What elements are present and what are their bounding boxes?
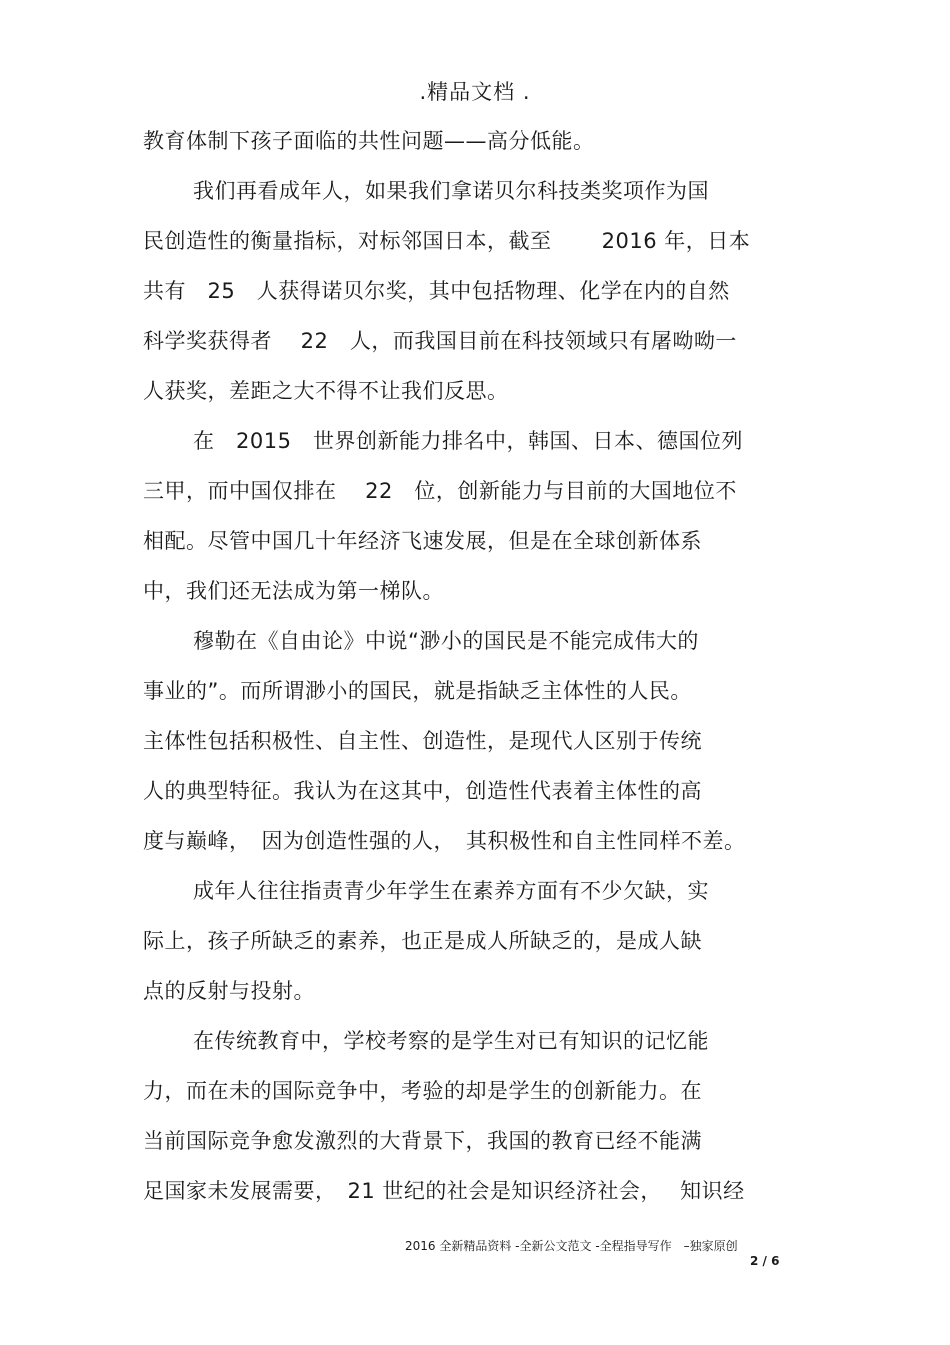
text-line: 当前国际竞争愈发激烈的大背景下，我国的教育已经不能满 (143, 1129, 702, 1153)
text-line: 度与巅峰， 因为创造性强的人， 其积极性和自主性同样不差。 (143, 829, 746, 853)
text-line: 科学奖获得者 22 人，而我国目前在科技领域只有屠呦呦一 (143, 329, 737, 353)
text-line: 人的典型特征。我认为在这其中，创造性代表着主体性的高 (143, 779, 702, 803)
page-number: 2 / 6 (750, 1254, 780, 1268)
text-line: 民创造性的衡量指标，对标邻国日本，截至 2016 年，日本 (143, 229, 751, 253)
text-line: 在传统教育中，学校考察的是学生对已有知识的记忆能 (193, 1029, 709, 1053)
text-line: 点的反射与投射。 (143, 979, 315, 1003)
page-footer: 2016 全新精品资料 -全新公文范文 -全程指导写作 –独家原创 (405, 1239, 738, 1253)
text-line: 相配。尽管中国几十年经济飞速发展，但是在全球创新体系 (143, 529, 702, 553)
text-line: 中，我们还无法成为第一梯队。 (143, 579, 444, 603)
text-line: 共有 25 人获得诺贝尔奖，其中包括物理、化学在内的自然 (143, 279, 730, 303)
text-line: 足国家未发展需要， 21 世纪的社会是知识经济社会， 知识经 (143, 1179, 745, 1203)
text-line: 穆勒在《自由论》中说“渺小的国民是不能完成伟大的 (193, 629, 699, 653)
text-line: 人获奖，差距之大不得不让我们反思。 (143, 379, 509, 403)
text-line: 在 2015 世界创新能力排名中，韩国、日本、德国位列 (193, 429, 743, 453)
text-line: 际上，孩子所缺乏的素养，也正是成人所缺乏的，是成人缺 (143, 929, 702, 953)
text-line: 事业的”。而所谓渺小的国民，就是指缺乏主体性的人民。 (143, 679, 692, 703)
text-line: 力，而在未的国际竞争中，考验的却是学生的创新能力。在 (143, 1079, 702, 1103)
text-line: 我们再看成年人，如果我们拿诺贝尔科技类奖项作为国 (193, 179, 709, 203)
page-header: .精品文档 . (419, 80, 531, 104)
text-line: 三甲，而中国仅排在 22 位，创新能力与目前的大国地位不 (143, 479, 737, 503)
text-line: 成年人往往指责青少年学生在素养方面有不少欠缺，实 (193, 879, 709, 903)
text-line: 主体性包括积极性、自主性、创造性，是现代人区别于传统 (143, 729, 702, 753)
text-line: 教育体制下孩子面临的共性问题——高分低能。 (143, 129, 595, 153)
